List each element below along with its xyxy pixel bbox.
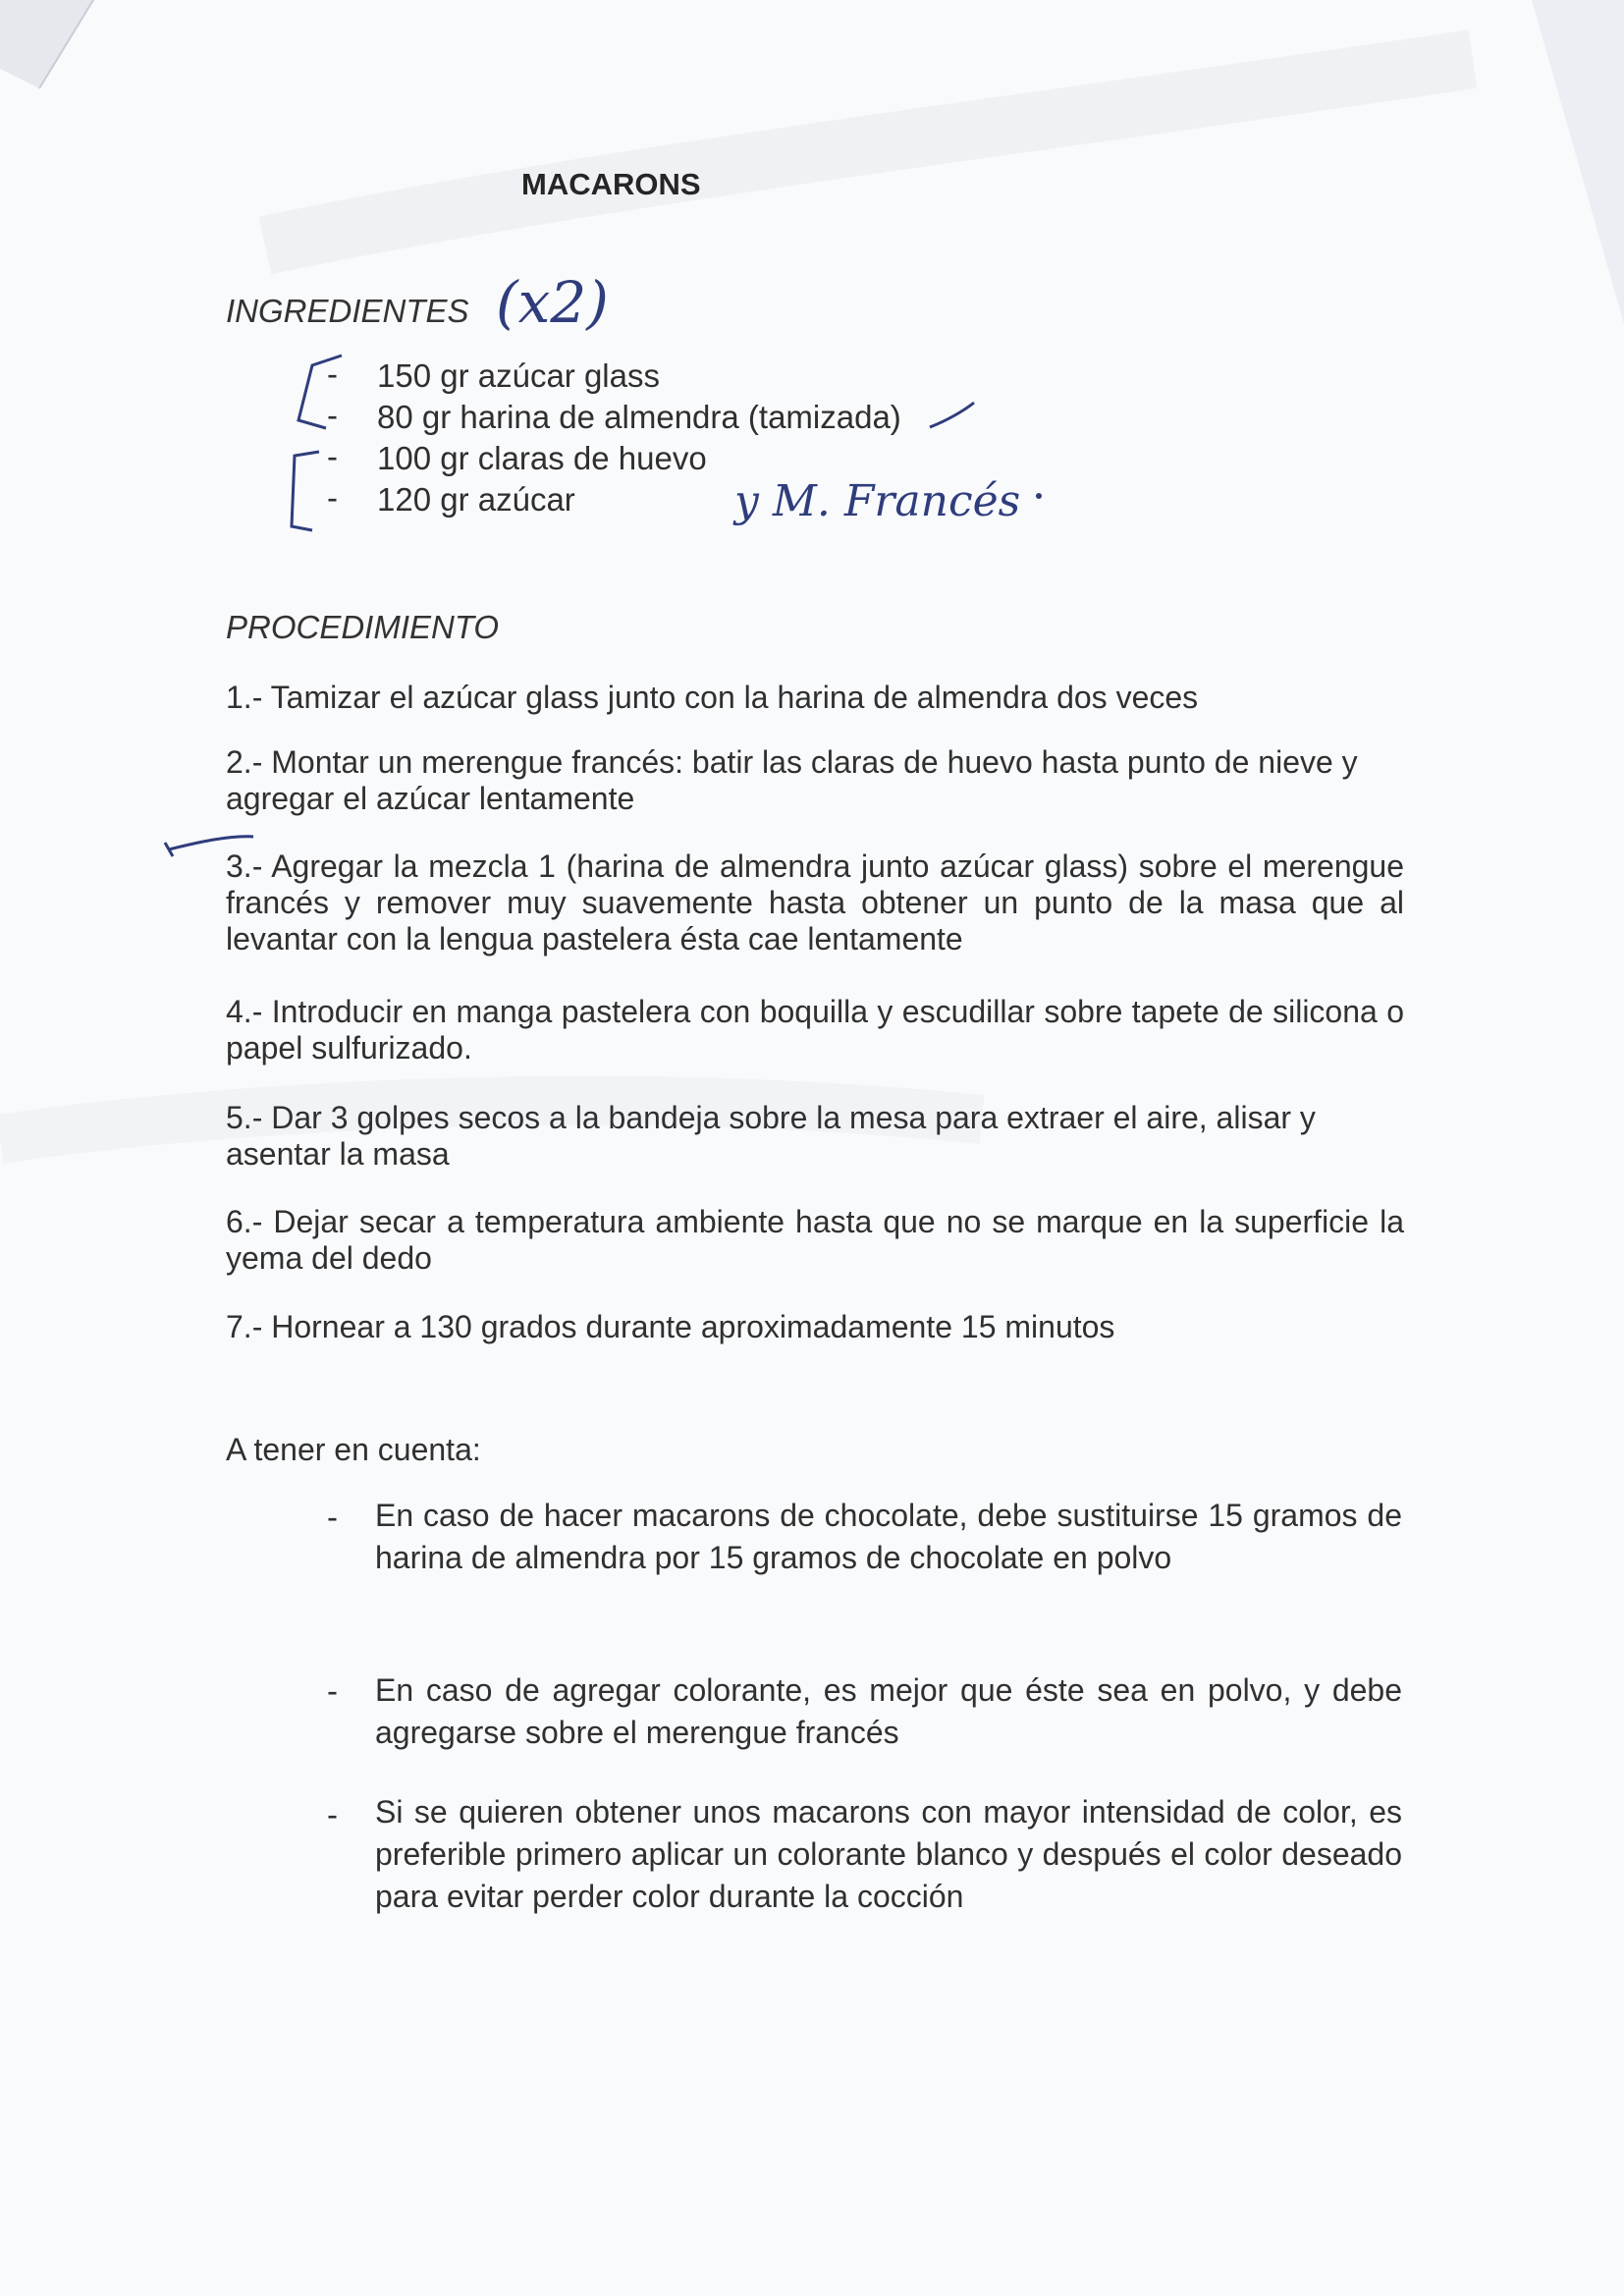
note-item: Si se quieren obtener unos macarons con mayor intensidad de color, es preferible primero aplicar un colorante blanco y después el color deseado para evitar perder color durante la cocción	[375, 1794, 1402, 1914]
note-item: En caso de hacer macarons de chocolate, debe sustituirse 15 gramos de harina de almendra por 15 gramos de chocolate en polvo	[375, 1498, 1402, 1575]
ink-dot	[1036, 493, 1042, 499]
ingredients-heading: INGREDIENTES	[226, 293, 469, 329]
procedure-step: 3.- Agregar la mezcla 1 (harina de almendra junto azúcar glass) sobre el merengue francés y remover muy suavemente hasta obtener un punto de la masa que al levantar con la lengua pastelera ésta cae lentamente	[226, 848, 1404, 957]
ingredient-item: 80 gr harina de almendra (tamizada)	[377, 399, 901, 435]
procedure-step: 4.- Introducir en manga pastelera con boquilla y escudillar sobre tapete de silicona o papel sulfurizado.	[226, 994, 1404, 1066]
ingredient-bullet: -	[327, 438, 338, 474]
ingredient-bullet: -	[327, 479, 338, 516]
procedure-step: 2.- Montar un merengue francés: batir las claras de huevo hasta punto de nieve y agregar el azúcar lentamente	[226, 744, 1358, 816]
note-bullet: -	[327, 1499, 338, 1535]
ingredient-bullet: -	[327, 397, 338, 433]
procedure-step: 6.- Dejar secar a temperatura ambiente hasta que no se marque en la superficie la yema del dedo	[226, 1204, 1404, 1276]
procedure-step: 7.- Hornear a 130 grados durante aproximadamente 15 minutos	[226, 1309, 1115, 1344]
bracket-mark	[292, 452, 319, 530]
handwritten-note: y M. Francés	[734, 476, 1021, 526]
ingredient-item: 120 gr azúcar	[377, 481, 575, 518]
note-bullet: -	[327, 1672, 338, 1709]
procedure-heading: PROCEDIMIENTO	[226, 609, 500, 645]
note-bullet: -	[327, 1796, 338, 1832]
recipe-title: MACARONS	[521, 167, 701, 201]
ingredient-item: 100 gr claras de huevo	[377, 440, 707, 476]
note-item: En caso de agregar colorante, es mejor que éste sea en polvo, y debe agregarse sobre el merengue francés	[375, 1672, 1402, 1750]
notes-heading: A tener en cuenta:	[226, 1432, 481, 1467]
procedure-step: 1.- Tamizar el azúcar glass junto con la harina de almendra dos veces	[226, 680, 1199, 715]
ingredient-item: 150 gr azúcar glass	[377, 357, 660, 394]
handwritten-multiplier: (x2)	[496, 269, 609, 336]
check-mark	[930, 403, 974, 427]
procedure-step: 5.- Dar 3 golpes secos a la bandeja sobre la mesa para extraer el aire, alisar y asentar la masa	[226, 1100, 1316, 1172]
ingredient-bullet: -	[327, 355, 338, 392]
